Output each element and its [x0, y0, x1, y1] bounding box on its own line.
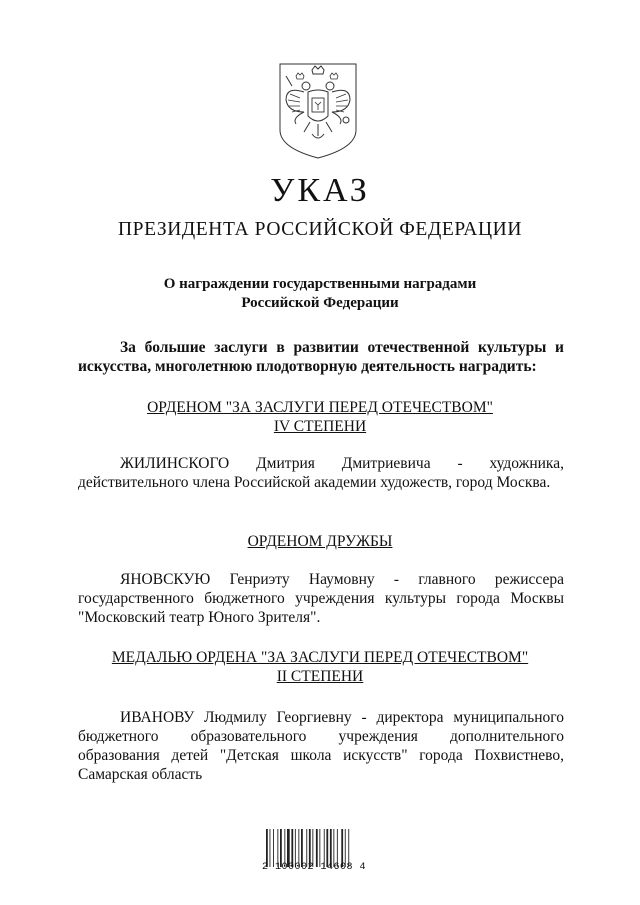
russian-coat-of-arms-icon [274, 60, 362, 160]
preamble: За большие заслуги в развитии отечественной культуры и искусства, многолетнюю плодотворную деятельность наградить: [78, 339, 564, 375]
award-name-line-2: II СТЕПЕНИ [276, 668, 364, 685]
award-heading [0, 648, 640, 686]
award-recipient: ЖИЛИНСКОГО Дмитрия Дмитриевича - художника, действительного члена Российской академии художеств, город Москва. [78, 455, 564, 491]
award-heading [0, 398, 640, 436]
document-title: УКАЗ [270, 172, 370, 209]
award-recipient: ЯНОВСКУЮ Генриэту Наумовну - главного режиссера государственного бюджетного учреждения культуры города Москвы "Московский театр Юного Зрителя". [78, 571, 564, 626]
decree-subject [0, 275, 640, 313]
award-name-line-1: ОРДЕНОМ ДРУЖБЫ [247, 533, 393, 550]
award-recipient: ИВАНОВУ Людмилу Георгиевну - директора муниципального бюджетного образовательного учреждения дополнительного образования детей "Детская школа искусств" города Похвистнево, Самарская область [78, 709, 564, 783]
award-name-line-1: ОРДЕНОМ "ЗА ЗАСЛУГИ ПЕРЕД ОТЕЧЕСТВОМ" [147, 399, 493, 416]
award-name-line-2: IV СТЕПЕНИ [273, 418, 367, 435]
document-issuer: ПРЕЗИДЕНТА РОССИЙСКОЙ ФЕДЕРАЦИИ [117, 219, 523, 240]
decree-subject-line-1: О награждении государственными наградами [163, 276, 477, 292]
barcode-number: 2 100002 14608 4 [262, 862, 367, 873]
decree-subject-line-2: Российской Федерации [241, 295, 399, 311]
award-heading [0, 532, 640, 551]
award-name-line-1: МЕДАЛЬЮ ОРДЕНА "ЗА ЗАСЛУГИ ПЕРЕД ОТЕЧЕСТВОМ" [111, 649, 529, 666]
